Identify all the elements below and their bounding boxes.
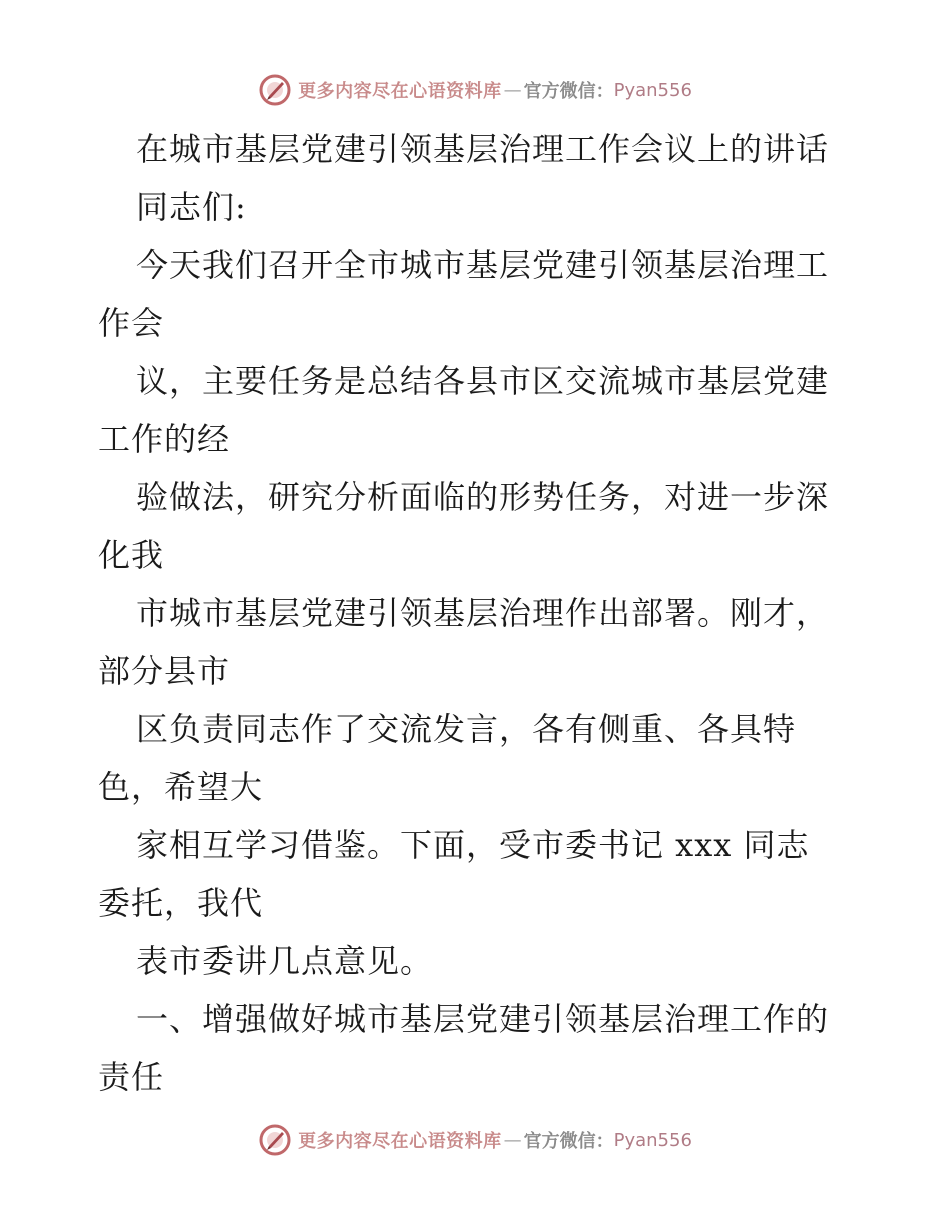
watermark-wechat-id: Pyan556 [613, 79, 692, 101]
paragraph-line: 作会 [98, 304, 165, 342]
paragraph-line: 工作的经 [98, 420, 231, 458]
paragraph-line: 今天我们召开全市城市基层党建引领基层治理工 [136, 246, 830, 284]
paragraph-line: 色，希望大 [98, 768, 264, 806]
watermark-sub-text: 官方微信： [523, 81, 614, 102]
watermark-main-text: 更多内容尽在心语资料库 [298, 1131, 502, 1152]
paragraph-line: 市城市基层党建引领基层治理作出部署。刚才， [136, 594, 830, 632]
paragraph-line: 部分县市 [98, 652, 231, 690]
section-heading: 一、增强做好城市基层党建引领基层治理工作的 [136, 1000, 830, 1038]
salutation: 同志们: [136, 188, 247, 226]
document-body [98, 120, 858, 1106]
paragraph-line: 表市委讲几点意见。 [136, 942, 434, 980]
paragraph-line: 议，主要任务是总结各县市区交流城市基层党建 [136, 362, 830, 400]
paragraph-line: 验做法，研究分析面临的形势任务，对进一步深 [136, 478, 830, 516]
watermark-separator: — [503, 79, 522, 101]
library-logo-icon [258, 73, 292, 107]
section-heading-continuation: 责任 [98, 1058, 165, 1096]
footer-watermark [0, 1120, 950, 1160]
library-logo-icon [258, 1123, 292, 1157]
header-watermark [0, 70, 950, 110]
paragraph-line: 化我 [98, 536, 165, 574]
watermark-separator: — [503, 1129, 522, 1151]
watermark-sub-text: 官方微信： [523, 1131, 614, 1152]
paragraph-line: 家相互学习借鉴。下面，受市委书记 xxx 同志 [136, 826, 810, 864]
watermark-main-text: 更多内容尽在心语资料库 [298, 81, 502, 102]
paragraph-line: 委托，我代 [98, 884, 264, 922]
document-title: 在城市基层党建引领基层治理工作会议上的讲话 [136, 130, 830, 168]
paragraph-line: 区负责同志作了交流发言，各有侧重、各具特 [136, 710, 797, 748]
watermark-wechat-id: Pyan556 [613, 1129, 692, 1151]
